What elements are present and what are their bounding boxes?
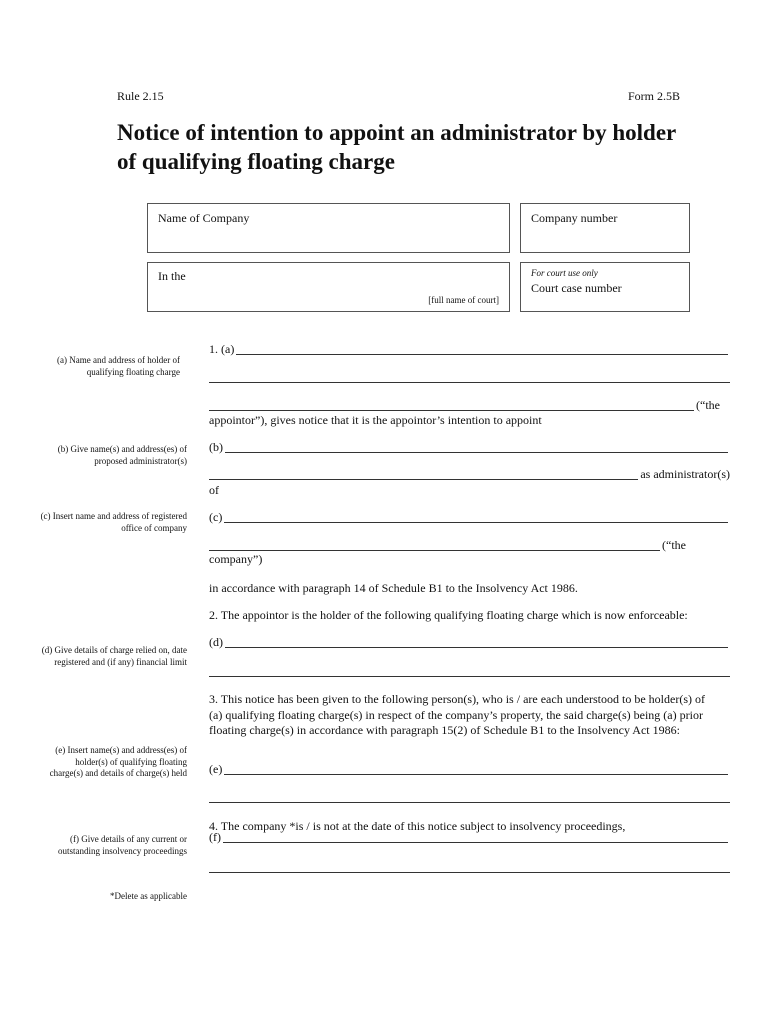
section2-text: 2. The appointor is the holder of the following qualifying floating charge which is now enforceable: <box>209 608 688 622</box>
court-case-label: Court case number <box>531 281 622 295</box>
section2-d-row <box>209 636 730 650</box>
prior-holders-line-2[interactable] <box>209 802 730 803</box>
side-note-d: (d) Give details of charge relied on, date registered and (if any) financial limit <box>41 645 187 667</box>
court-name-field[interactable] <box>147 262 510 312</box>
administrator-address-line[interactable] <box>209 478 638 480</box>
proceedings-line[interactable] <box>223 841 728 843</box>
court-use-only-label: For court use only <box>531 268 598 278</box>
appointor-text: appointor”), gives notice that it is the appointor’s intention to appoint <box>209 413 542 427</box>
side-note-f: (f) Give details of any current or outstanding insolvency proceedings <box>58 834 187 856</box>
company-close-text: company”) <box>209 552 263 566</box>
section1-c-row <box>209 511 730 525</box>
company-number-field[interactable] <box>520 203 690 253</box>
page-title: Notice of intention to appoint an administrator by holder of qualifying floating charge <box>117 120 676 174</box>
court-hint: [full name of court] <box>428 295 499 305</box>
section1-b-prefix: (b) <box>209 440 223 454</box>
form-number: Form 2.5B <box>627 89 680 103</box>
the-open-text-2: (“the <box>662 538 686 552</box>
holder-name-line[interactable] <box>236 353 728 355</box>
section1-b-row <box>209 441 730 455</box>
section4-f-row <box>209 831 730 845</box>
side-note-b: (b) Give name(s) and address(es) of proposed administrator(s) <box>57 444 187 466</box>
company-number-label: Company number <box>531 211 618 225</box>
company-name-field[interactable] <box>147 203 510 253</box>
side-note-c: (c) Insert name and address of registered office of company <box>40 511 187 533</box>
prior-holders-line[interactable] <box>224 773 728 775</box>
appointor-row <box>209 399 730 413</box>
court-case-field[interactable] <box>520 262 690 312</box>
company-name-label: Name of Company <box>158 211 250 225</box>
section1-c-prefix: (c) <box>209 510 223 524</box>
holder-address-line[interactable] <box>209 382 730 383</box>
the-open-text: (“the <box>696 398 720 412</box>
company-name-line[interactable] <box>224 521 728 523</box>
company-row <box>209 539 730 553</box>
side-note-e: (e) Insert name(s) and address(es) of holder(s) of qualifying floating charge(s) and details of charge(s) held <box>49 745 187 778</box>
section1-a-row <box>209 343 730 357</box>
proceedings-line-2[interactable] <box>209 872 730 873</box>
court-label: In the <box>158 269 186 283</box>
section4-text: 4. The company *is / is not at the date of this notice subject to insolvency proceedings, <box>209 819 626 833</box>
section4-f-prefix: (f) <box>209 830 221 844</box>
section1-a-prefix: 1. (a) <box>209 342 235 356</box>
holder-extra-line[interactable] <box>209 409 694 411</box>
administrator-name-line[interactable] <box>225 451 728 453</box>
section3-e-row <box>209 763 730 777</box>
company-address-line[interactable] <box>209 549 660 551</box>
delete-note: *Delete as applicable <box>110 891 187 901</box>
charge-details-line-2[interactable] <box>209 676 730 677</box>
side-note-a: (a) Name and address of holder of qualifying floating charge <box>57 355 180 377</box>
section2-d-prefix: (d) <box>209 635 223 649</box>
section3-e-prefix: (e) <box>209 762 223 776</box>
administrator-row <box>209 468 730 482</box>
charge-details-line[interactable] <box>225 646 728 648</box>
section3-text: 3. This notice has been given to the following person(s), who is / are each understood to be holder(s) of (a) qualifying floating charge(s) in respect of the company’s property, the said charge(s) being (a) prior floating charge(s) in accordance with paragraph 15(2) of Schedule B1 to the Insolvency Act 1986: <box>209 692 705 737</box>
of-text: of <box>209 483 219 497</box>
as-administrator-text: as administrator(s) <box>640 467 730 481</box>
rule-number: Rule 2.15 <box>117 89 164 103</box>
accordance-text: in accordance with paragraph 14 of Schedule B1 to the Insolvency Act 1986. <box>209 581 578 595</box>
